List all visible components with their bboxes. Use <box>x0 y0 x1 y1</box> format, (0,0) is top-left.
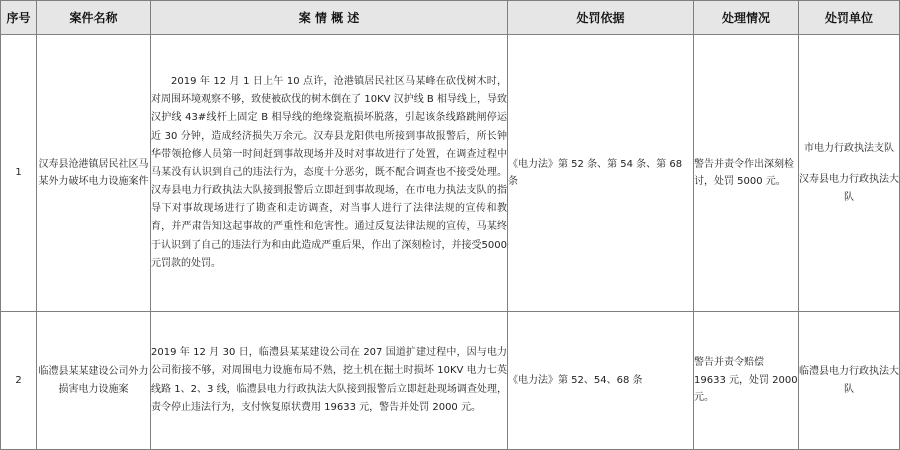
handling-result: 警告并责令赔偿 19633 元，处罚 2000 元。 <box>694 312 799 450</box>
penalty-unit-line: 市电力行政执法支队 <box>804 142 894 154</box>
header-basis: 处罚依据 <box>508 1 694 35</box>
header-handle: 处理情况 <box>694 1 799 35</box>
table-row <box>1 35 900 312</box>
penalty-unit-line: 临澧县电力行政执法大队 <box>799 366 899 395</box>
case-description-text: 2019 年 12 月 30 日，临澧县某某建设公司在 207 国道扩建过程中，因与电力公司衔接不够，对周围电力设施布局不熟，挖土机在掘土时损坏 10KV 电力七英线路 1、2、3 线，临澧县电力行政执法大队接到报警后立即赶赴现场调查处理，责令停止违法行为，支付恢复原状费用 19633 元，警告并处罚 2000 元。 <box>151 347 507 413</box>
penalty-basis: 《电力法》第 52 条、第 54 条、第 68 条 <box>508 35 694 312</box>
handling-result: 警告并责令作出深刻检讨，处罚 5000 元。 <box>694 35 799 312</box>
case-name: 汉寿县沧港镇居民社区马某外力破坏电力设施案件 <box>37 35 151 312</box>
header-desc: 案 情 概 述 <box>151 1 508 35</box>
header-row <box>1 1 900 35</box>
unit-spacer <box>799 157 899 171</box>
case-description-text: 2019 年 12 月 1 日上午 10 点许，沧港镇居民社区马某峰在砍伐树木时，对周围环境观察不够，致使被砍伐的树木倒在了 10KV 汉护线 B 相导线上，导致汉护线 43#线杆上固定 B 相导线的绝缘瓷瓶损坏脱落，引起该条线路跳闸停运近 30 分钟，造成经济损失万余元。汉寿县龙阳供电所接到事故报警后，所长钟华带领抢修人员第一时间赶到事故现场并及时对事故进行了处置，在调查过程中马某没有认识到自己的违法行为，态度十分恶劣，既不配合调查也不接受处理。汉寿县电力行政执法大队接到报警后立即赶到事故现场，在市电力执法支队的指导下对事故现场进行了勘查和走访调查，对当事人进行了法律法规的宣传和教育，并严肃告知这起事故的严重性和危害性。通过反复法律法规的宣传，马某终于认识到了自己的违法行为和由此造成严重后果，作出了深刻检讨，并接受5000元罚款的处罚。 <box>151 75 507 269</box>
table-row <box>1 312 900 450</box>
case-number: 1 <box>1 35 37 312</box>
penalty-basis: 《电力法》第 52、54、68 条 <box>508 312 694 450</box>
case-number: 2 <box>1 312 37 450</box>
header-name: 案件名称 <box>37 1 151 35</box>
case-description <box>151 312 508 450</box>
penalty-unit-line: 汉寿县电力行政执法大队 <box>799 174 899 203</box>
case-name: 临澧县某某建设公司外力损害电力设施案 <box>37 312 151 450</box>
penalty-unit <box>799 35 900 312</box>
case-description <box>151 35 508 312</box>
header-num: 序号 <box>1 1 37 35</box>
header-unit: 处罚单位 <box>799 1 900 35</box>
penalty-unit <box>799 312 900 450</box>
